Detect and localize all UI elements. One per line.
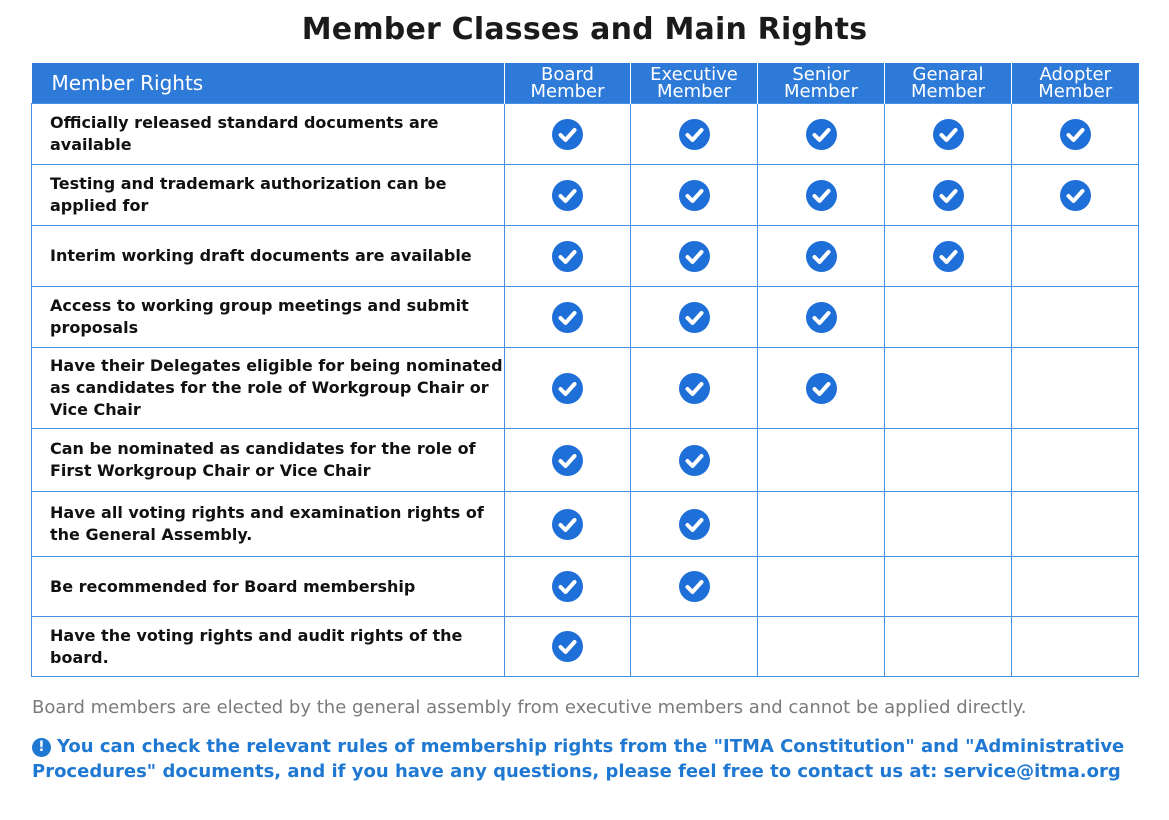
header-col-0: [505, 63, 631, 104]
right-text-line: Vice Chair: [50, 400, 141, 419]
checkmark-icon: [1060, 119, 1091, 150]
right-description: [32, 226, 505, 287]
check-cell: [505, 165, 631, 226]
check-cell: [758, 429, 885, 492]
checkmark-icon: [806, 180, 837, 211]
right-text-line: applied for: [50, 196, 149, 215]
checkmark-icon: [806, 373, 837, 404]
header-col-4: [1012, 63, 1139, 104]
check-cell: [758, 226, 885, 287]
header-col-line1: Senior: [792, 64, 850, 85]
right-text-line: the General Assembly.: [50, 525, 253, 544]
table-row: [32, 287, 1139, 348]
checkmark-icon: [679, 119, 710, 150]
check-cell: [505, 557, 631, 617]
checkmark-icon: [679, 445, 710, 476]
check-cell: [505, 287, 631, 348]
check-cell: [885, 557, 1012, 617]
checkmark-icon: [933, 180, 964, 211]
check-cell: [631, 226, 758, 287]
info-icon: !: [32, 738, 51, 757]
right-text-line: proposals: [50, 318, 139, 337]
header-col-line2: Member: [783, 81, 859, 102]
checkmark-icon: [552, 445, 583, 476]
header-col-3: [885, 63, 1012, 104]
check-cell: [631, 492, 758, 557]
table-body: [32, 104, 1139, 677]
page-title: Member Classes and Main Rights: [301, 12, 868, 47]
check-cell: [1012, 429, 1139, 492]
right-text-line: Access to working group meetings and submit: [50, 296, 469, 315]
right-text-line: Have the voting rights and audit rights of the board.: [50, 625, 463, 667]
check-cell: [505, 617, 631, 677]
check-cell: [631, 104, 758, 165]
checkmark-icon: [552, 571, 583, 602]
checkmark-icon: [679, 509, 710, 540]
checkmark-icon: [806, 302, 837, 333]
checkmark-icon: [679, 571, 710, 602]
right-text-line: Have all voting rights and examination rights of: [50, 503, 484, 522]
check-cell: [505, 492, 631, 557]
right-description: [32, 429, 505, 492]
right-description: [32, 348, 505, 429]
right-description: [32, 557, 505, 617]
checkmark-icon: [552, 180, 583, 211]
table-row: [32, 492, 1139, 557]
table-row: [32, 104, 1139, 165]
table-row: [32, 165, 1139, 226]
check-cell: [631, 165, 758, 226]
check-cell: [885, 165, 1012, 226]
header-col-line1: Adopter: [1039, 64, 1111, 85]
checkmark-icon: [552, 302, 583, 333]
check-cell: [885, 226, 1012, 287]
header-col-line1: Board: [541, 64, 594, 85]
table-row: [32, 617, 1139, 677]
check-cell: [885, 617, 1012, 677]
checkmark-icon: [552, 631, 583, 662]
check-cell: [505, 348, 631, 429]
header-col-line1: Executive: [650, 64, 738, 85]
header-col-2: [758, 63, 885, 104]
check-cell: [505, 226, 631, 287]
checkmark-icon: [679, 180, 710, 211]
check-cell: [885, 287, 1012, 348]
checkmark-icon: [552, 119, 583, 150]
header-col-line2: Member: [656, 81, 732, 102]
member-rights-table: [31, 63, 1139, 677]
check-cell: [758, 492, 885, 557]
check-cell: [758, 557, 885, 617]
check-cell: [885, 492, 1012, 557]
check-cell: [1012, 492, 1139, 557]
right-text-line: Officially released standard documents are available: [50, 113, 439, 154]
check-cell: [885, 429, 1012, 492]
header-col-line2: Member: [1038, 81, 1113, 102]
table-row: [32, 348, 1139, 429]
check-cell: [758, 617, 885, 677]
check-cell: [1012, 617, 1139, 677]
right-text-line: Testing and trademark authorization can be: [50, 174, 447, 193]
header-col-line2: Member: [910, 81, 986, 102]
check-cell: [631, 287, 758, 348]
checkmark-icon: [679, 373, 710, 404]
header-col-line2: Member: [530, 81, 605, 102]
header-col-line1: Genaral: [912, 64, 984, 85]
checkmark-icon: [679, 302, 710, 333]
right-description: [32, 492, 505, 557]
checkmark-icon: [806, 119, 837, 150]
right-description: [32, 287, 505, 348]
checkmark-icon: [1060, 180, 1091, 211]
check-cell: [885, 104, 1012, 165]
check-cell: [1012, 287, 1139, 348]
check-cell: [505, 104, 631, 165]
check-cell: [758, 104, 885, 165]
checkmark-icon: [552, 509, 583, 540]
check-cell: [631, 348, 758, 429]
header-member-rights: Member Rights: [32, 63, 505, 104]
board-note: Board members are elected by the general assembly from executive members and cannot be applied directly.: [32, 697, 1027, 718]
check-cell: [505, 429, 631, 492]
check-cell: [885, 348, 1012, 429]
check-cell: [631, 557, 758, 617]
check-cell: [758, 165, 885, 226]
right-text-line: Be recommended for Board membership: [50, 576, 416, 596]
check-cell: [631, 429, 758, 492]
info-notice: [32, 734, 1142, 784]
checkmark-icon: [933, 241, 964, 272]
info-text: You can check the relevant rules of membership rights from the "ITMA Constitution" and "Administrative Procedures" documents, and if you have any questions, please feel free to contact us at: service@itma.org: [32, 736, 1125, 782]
check-cell: [1012, 226, 1139, 287]
table-row: [32, 557, 1139, 617]
check-cell: [631, 617, 758, 677]
right-description: [32, 165, 505, 226]
checkmark-icon: [552, 373, 583, 404]
check-cell: [1012, 104, 1139, 165]
checkmark-icon: [679, 241, 710, 272]
right-description: [32, 104, 505, 165]
check-cell: [1012, 557, 1139, 617]
right-text-line: Have their Delegates eligible for being nominated: [50, 356, 503, 375]
right-description: [32, 617, 505, 677]
checkmark-icon: [806, 241, 837, 272]
right-text-line: Can be nominated as candidates for the role of: [50, 439, 476, 458]
table-header-row: [32, 63, 1139, 104]
check-cell: [758, 348, 885, 429]
right-text-line: as candidates for the role of Workgroup Chair or: [50, 378, 489, 397]
checkmark-icon: [933, 119, 964, 150]
right-text-line: Interim working draft documents are available: [50, 246, 472, 265]
header-col-1: [631, 63, 758, 104]
checkmark-icon: [552, 241, 583, 272]
check-cell: [1012, 348, 1139, 429]
table-row: [32, 429, 1139, 492]
table-row: [32, 226, 1139, 287]
right-text-line: First Workgroup Chair or Vice Chair: [50, 461, 371, 480]
check-cell: [758, 287, 885, 348]
check-cell: [1012, 165, 1139, 226]
